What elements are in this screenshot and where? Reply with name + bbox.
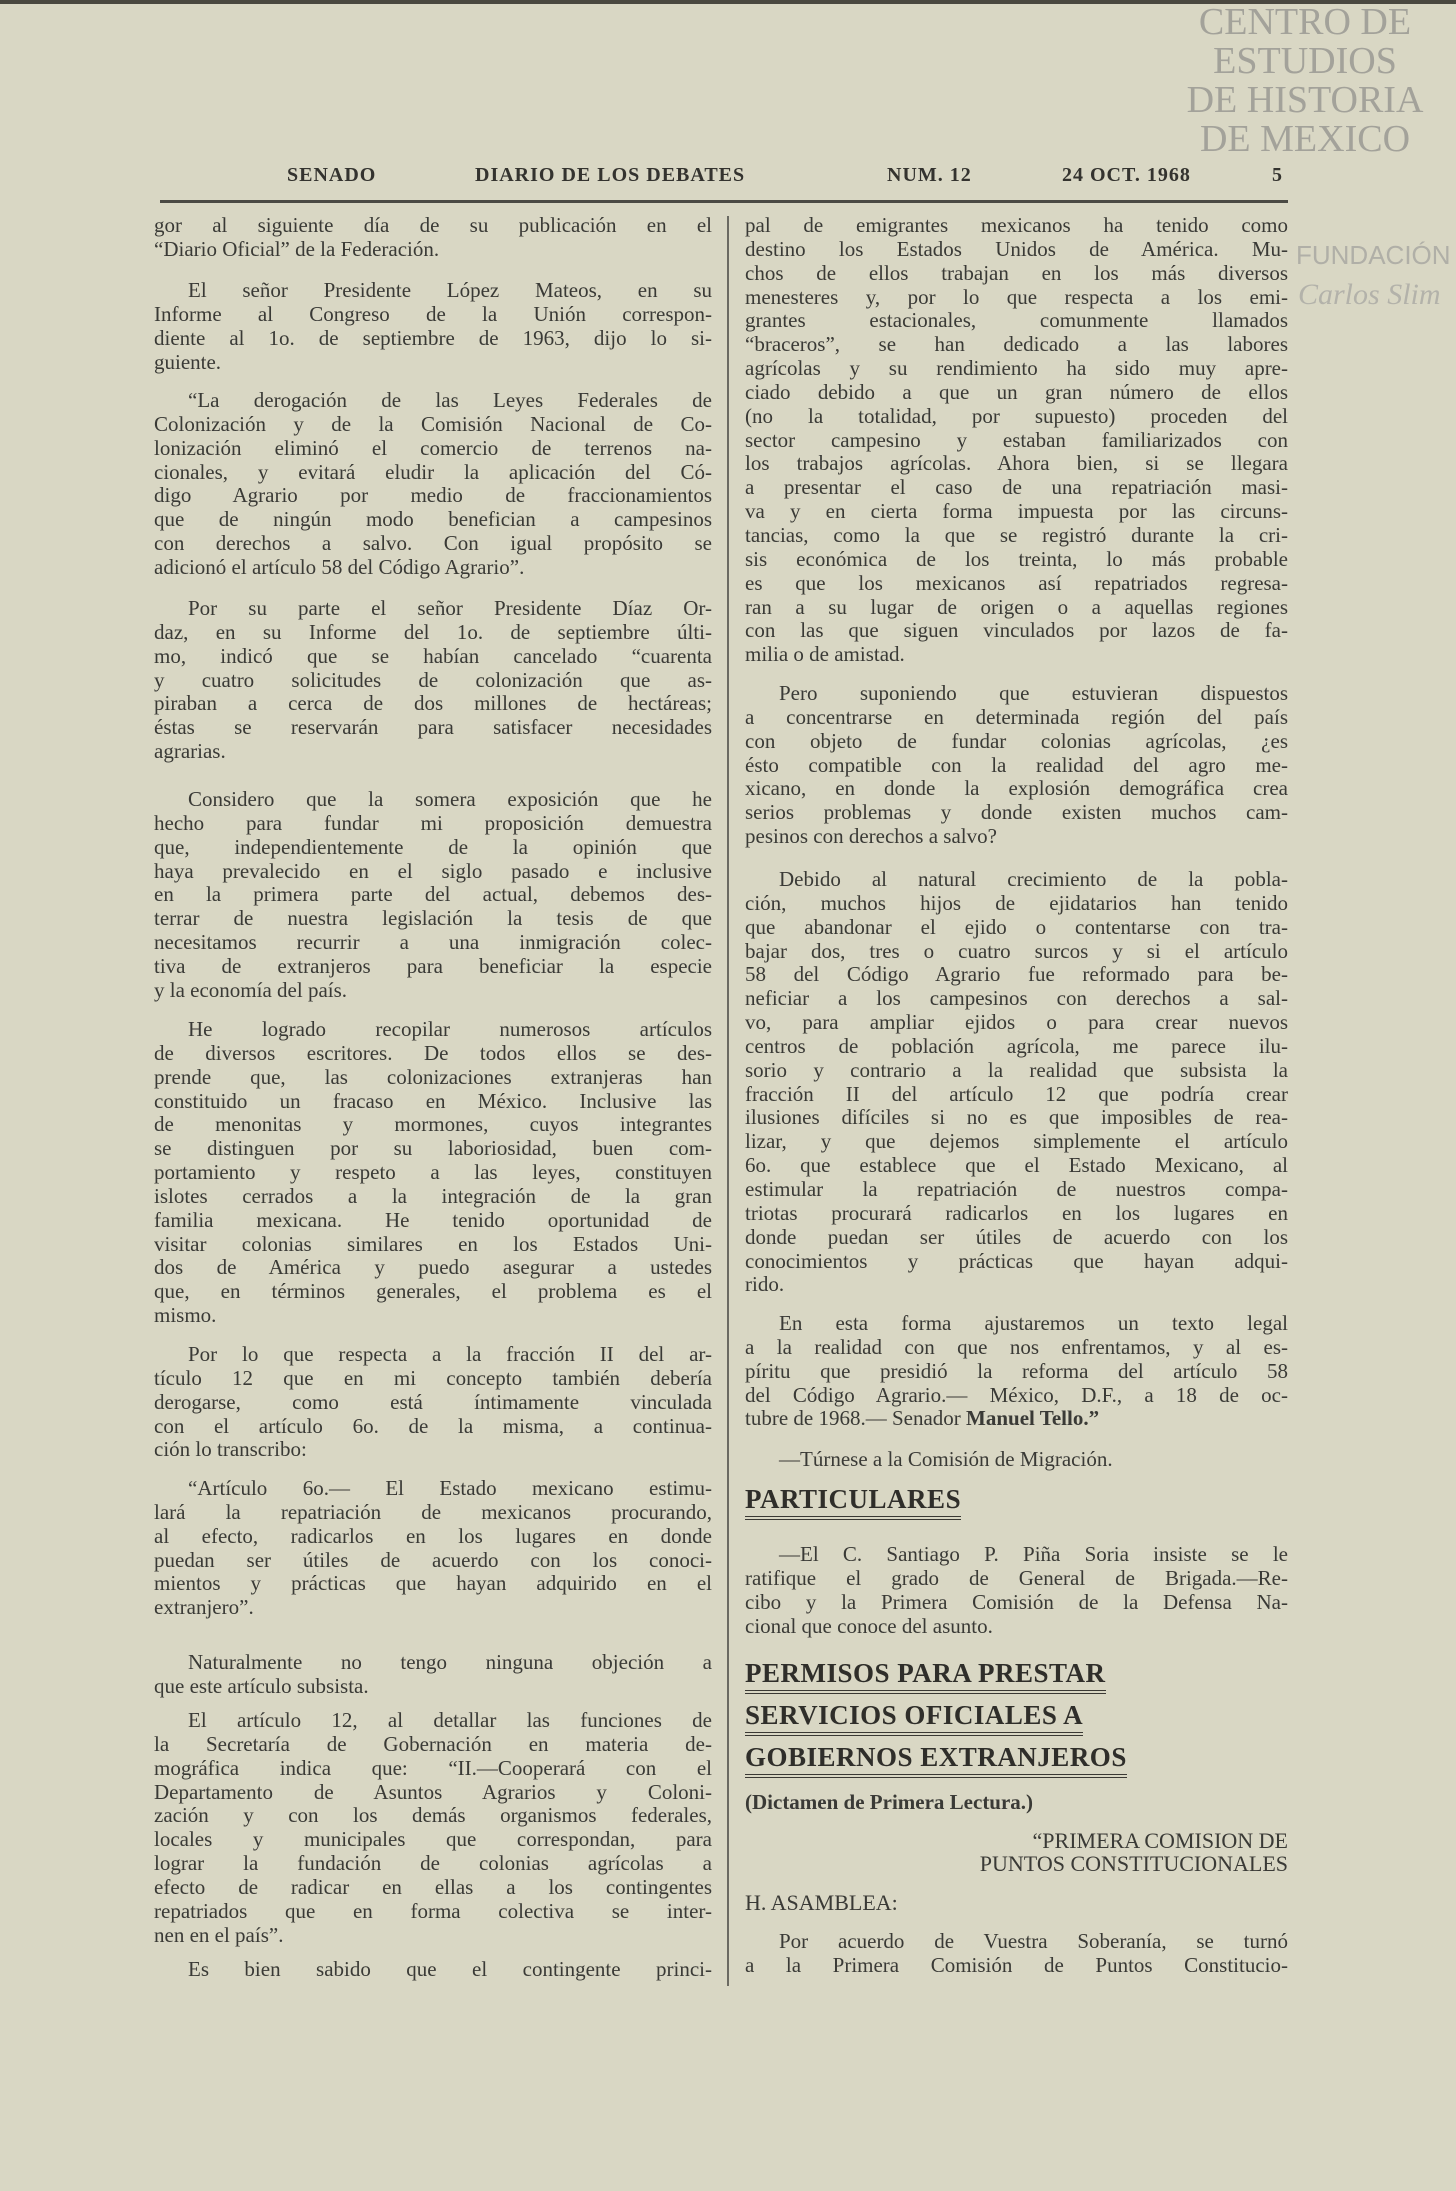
text-line <box>154 1675 712 1699</box>
text-line-content: grantes estacionales, comunmente llamados <box>745 308 1288 333</box>
text-line <box>745 1154 1288 1178</box>
header-number: NUM. 12 <box>887 164 972 186</box>
text-line-content: que, en términos generales, el problema es el <box>154 1279 712 1304</box>
text-line <box>745 1954 1288 1978</box>
text-line <box>154 1137 712 1161</box>
text-line-content: Por lo que respecta a la fracción II del ar- <box>188 1342 712 1366</box>
text-line <box>154 532 712 556</box>
text-line <box>154 1781 712 1805</box>
text-line-content: fracción II del artículo 12 que podría crear <box>745 1081 1288 1106</box>
text-line <box>154 1367 712 1391</box>
text-line-content: ratifique el grado de General de Brigada.—Re- <box>745 1565 1288 1590</box>
paragraph <box>154 1018 712 1328</box>
watermark-line: ESTUDIOS <box>1213 40 1397 82</box>
paragraph <box>745 868 1288 1297</box>
text-line-content: y la economía del país. <box>154 977 348 1002</box>
text-line-content: de menonitas y mormones, cuyos integrantes <box>154 1112 712 1137</box>
text-line-content: pal de emigrantes mexicanos ha tenido como <box>745 213 1288 237</box>
paragraph <box>154 1651 712 1699</box>
text-line <box>745 1384 1288 1408</box>
header-publication: DIARIO DE LOS DEBATES <box>475 164 746 186</box>
text-line-content: triotas procurará radicarlos en los lugares en <box>745 1200 1288 1225</box>
text-line-content: del Código Agrario.— México, D.F., a 18 de oc- <box>745 1382 1288 1407</box>
text-line <box>154 740 712 764</box>
text-line-content: lará la repatriación de mexicanos procurando, <box>154 1499 712 1524</box>
text-line-content: a la Primera Comisión de Puntos Constitucio- <box>745 1952 1288 1977</box>
text-line-content: chos de ellos trabajan en los más diversos <box>745 260 1288 285</box>
text-line-content: ciado debido a que un gran número de ellos <box>745 379 1288 404</box>
section-heading-line: PERMISOS PARA PRESTAR <box>745 1658 1106 1694</box>
text-line <box>745 1130 1288 1154</box>
text-line-content: necesitamos recurrir a una inmigración colec- <box>154 930 712 955</box>
text-line <box>154 979 712 1003</box>
text-line <box>745 868 1288 892</box>
text-line-content: mo, indicó que se habían cancelado “cuarenta <box>154 643 712 668</box>
text-line <box>745 1312 1288 1336</box>
text-line-content: al efecto, radicarlos en los lugares en donde <box>154 1523 712 1548</box>
text-line <box>154 1924 712 1948</box>
text-line-content: El señor Presidente López Mateos, en su <box>188 278 712 302</box>
text-line-content: piraban a cerca de dos millones de hectáreas; <box>154 691 712 716</box>
text-line <box>745 357 1288 381</box>
text-line <box>745 286 1288 310</box>
text-line <box>154 1415 712 1439</box>
text-line <box>745 1360 1288 1384</box>
text-line <box>154 1391 712 1415</box>
text-line <box>745 643 1288 667</box>
text-line-content: islotes cerrados a la integración de la gran <box>154 1183 712 1208</box>
senator-name: Manuel Tello.” <box>966 1406 1100 1431</box>
salutation: H. ASAMBLEA: <box>745 1890 898 1915</box>
text-line-content: que, independientemente de la opinión que <box>154 834 712 859</box>
text-line-content: con las que siguen vinculados por lazos de fa- <box>745 618 1288 643</box>
text-line-content: derogarse, como está íntimamente vinculada <box>154 1389 712 1414</box>
text-line-content: que este artículo subsista. <box>154 1673 369 1698</box>
text-line <box>154 1209 712 1233</box>
text-line-content: nen en el país”. <box>154 1922 284 1947</box>
paragraph <box>745 1543 1288 1638</box>
text-line-content: mientos y prácticas que hayan adquirido en el <box>154 1571 712 1596</box>
text-line-content: menesteres y, por lo que respecta a los emi- <box>745 284 1288 309</box>
text-line-content: va y en cierta forma impuesta por las circuns- <box>745 499 1288 524</box>
text-line <box>745 801 1288 825</box>
text-line-content: neficiar a los campesinos con derechos a sal- <box>745 986 1288 1011</box>
text-line-content: bajar dos, tres o cuatro surcos y si el artículo <box>745 938 1288 963</box>
text-line <box>745 754 1288 778</box>
text-line <box>154 1958 712 1982</box>
text-line-content: mismo. <box>154 1303 217 1328</box>
text-line-content: Debido al natural crecimiento de la pobla- <box>779 867 1288 891</box>
text-line-content: agrarias. <box>154 739 226 764</box>
text-line <box>154 1256 712 1280</box>
text-line <box>154 461 712 485</box>
text-line-content: haya prevalecido en el siglo pasado e inclusive <box>154 858 712 883</box>
text-line <box>745 730 1288 754</box>
text-line-content: agrícolas y su rendimiento ha sido muy apre- <box>745 356 1288 381</box>
text-line-content: donde puedan ser útiles de acuerdo con los <box>745 1224 1288 1249</box>
text-line <box>745 1407 1288 1431</box>
text-line-content: a concentrarse en determinada región del país <box>745 704 1288 729</box>
text-line-content: tículo 12 que en mi concepto también debería <box>154 1365 712 1390</box>
watermark-foundation: FUNDACIÓN <box>1296 240 1451 270</box>
text-line <box>154 836 712 860</box>
text-line <box>154 1757 712 1781</box>
text-line <box>745 500 1288 524</box>
section-heading-line: GOBIERNOS EXTRANJEROS <box>745 1742 1127 1778</box>
text-line <box>154 597 712 621</box>
text-line <box>745 429 1288 453</box>
text-line <box>154 1066 712 1090</box>
text-line <box>745 1059 1288 1083</box>
text-line <box>154 907 712 931</box>
text-line <box>154 812 712 836</box>
text-line-content: efecto de radicar en ellas a los contingentes <box>154 1874 712 1899</box>
text-line <box>745 1035 1288 1059</box>
watermark-line: CENTRO DE <box>1198 1 1412 43</box>
text-line <box>745 940 1288 964</box>
text-line <box>154 1018 712 1042</box>
commission-line: PUNTOS CONSTITUCIONALES <box>979 1851 1288 1876</box>
text-line-content: éstas se reservarán para satisfacer necesidades <box>154 715 712 740</box>
dictamen-subtitle: (Dictamen de Primera Lectura.) <box>745 1790 1034 1814</box>
paragraph <box>154 279 712 374</box>
text-line-content: He logrado recopilar numerosos artículos <box>188 1017 712 1041</box>
text-line <box>154 645 712 669</box>
text-line-content: y cuatro solicitudes de colonización que as- <box>154 667 712 692</box>
text-line-content: lograr la fundación de colonias agrícolas a <box>154 1851 712 1876</box>
text-line <box>154 389 712 413</box>
text-line-content: milia o de amistad. <box>745 642 905 667</box>
text-line-content: lonización eliminó el comercio de terrenos na- <box>154 435 712 460</box>
paragraph <box>154 1343 712 1462</box>
section-heading-particulares: PARTICULARES <box>745 1484 961 1520</box>
text-line-content: xicano, en donde la explosión demográfica crea <box>745 776 1288 801</box>
text-line <box>154 1113 712 1137</box>
text-line <box>745 619 1288 643</box>
text-line <box>745 1226 1288 1250</box>
text-line <box>154 1900 712 1924</box>
text-line-content: “braceros”, se han dedicado a las labores <box>745 332 1288 357</box>
referral-note <box>745 1448 1288 1472</box>
text-line <box>154 1042 712 1066</box>
text-line-content: Colonización y de la Comisión Nacional de Co- <box>154 411 712 436</box>
text-line <box>154 1709 712 1733</box>
text-line-content: cional que conoce del asunto. <box>745 1613 993 1638</box>
text-line-content: que abandonar el ejido o contentarse con tra- <box>745 914 1288 939</box>
text-line-content: a presentar el caso de una repatriación masi- <box>745 475 1288 500</box>
text-line-content: destino los Estados Unidos de América. Mu- <box>745 236 1288 261</box>
text-line-content: prende que, las colonizaciones extranjeras han <box>154 1064 712 1089</box>
text-line <box>154 1525 712 1549</box>
text-line-content: sector campesino y estaban familiarizados con <box>745 427 1288 452</box>
text-line-content: Por acuerdo de Vuestra Soberanía, se turnó <box>779 1929 1288 1953</box>
text-line <box>154 1501 712 1525</box>
text-line-content: que de ningún modo benefician a campesinos <box>154 507 712 532</box>
text-line <box>745 262 1288 286</box>
text-line-content: pesinos con derechos a salvo? <box>745 824 997 849</box>
text-line-content: “Diario Oficial” de la Federación. <box>154 236 440 261</box>
text-line <box>745 1448 1288 1472</box>
text-line-content: es que los mexicanos así repatriados regresa- <box>745 570 1288 595</box>
text-line <box>154 1804 712 1828</box>
text-line-content: estimular la repatriación de nuestros compa- <box>745 1176 1288 1201</box>
header-page-number: 5 <box>1272 164 1283 186</box>
paragraph <box>154 1709 712 1947</box>
text-line <box>154 238 712 262</box>
commission-title <box>980 1829 1288 1875</box>
text-line-content: digo Agrario por medio de fraccionamientos <box>154 483 712 508</box>
text-line <box>154 484 712 508</box>
text-line-content: hecho para fundar mi proposición demuestra <box>154 810 712 835</box>
watermark-line: DE HISTORIA <box>1186 79 1424 121</box>
text-line-content: lizar, y que dejemos simplemente el artículo <box>745 1129 1288 1154</box>
text-line-content: Considero que la somera exposición que he <box>188 787 712 811</box>
text-line-content: se distinguen por su laboriosidad, buen com- <box>154 1136 712 1161</box>
text-line <box>745 596 1288 620</box>
text-line-content: cionales, y evitará eludir la aplicación del Có- <box>154 459 712 484</box>
text-line <box>745 892 1288 916</box>
text-line <box>745 476 1288 500</box>
text-line <box>154 931 712 955</box>
text-line <box>154 1304 712 1328</box>
text-line-content: “La derogación de las Leyes Federales de <box>188 388 712 412</box>
text-line <box>154 692 712 716</box>
text-line-content: mográfica indica que: “II.—Cooperará con el <box>154 1755 712 1780</box>
text-line <box>154 327 712 351</box>
text-line <box>745 238 1288 262</box>
text-line-content: a la realidad con que nos enfrentamos, y al es- <box>745 1334 1288 1359</box>
text-line-content: diente al 1o. de septiembre de 1963, dijo lo si- <box>154 325 712 350</box>
text-line-content: —Túrnese a la Comisión de Migración. <box>779 1447 1113 1471</box>
text-line-content: extranjero”. <box>154 1595 254 1620</box>
text-line <box>154 1438 712 1462</box>
text-line <box>745 309 1288 333</box>
text-line <box>154 279 712 303</box>
text-line <box>154 1185 712 1209</box>
text-line <box>745 987 1288 1011</box>
text-line-content: tancias, como la que se registró durante la cri- <box>745 522 1288 547</box>
text-line <box>154 1549 712 1573</box>
paragraph <box>745 682 1288 849</box>
text-line-content: Naturalmente no tengo ninguna objeción a <box>188 1650 712 1674</box>
text-line <box>154 1596 712 1620</box>
text-line <box>745 548 1288 572</box>
text-line-content: gor al siguiente día de su publicación en el <box>154 213 712 237</box>
text-line <box>745 1543 1288 1567</box>
text-line <box>154 716 712 740</box>
text-line <box>745 1011 1288 1035</box>
text-line-content: daz, en su Informe del 1o. de septiembre últi- <box>154 619 712 644</box>
text-line <box>745 1615 1288 1639</box>
text-line <box>154 214 712 238</box>
header-date: 24 OCT. 1968 <box>1062 164 1191 186</box>
paragraph <box>154 1958 712 1982</box>
text-line <box>745 1250 1288 1274</box>
watermark-signature: Carlos Slim <box>1298 278 1441 311</box>
text-line-content: El artículo 12, al detallar las funciones de <box>188 1708 712 1732</box>
text-line <box>745 1178 1288 1202</box>
text-line-content: terrar de nuestra legislación la tesis de que <box>154 906 712 931</box>
text-line-content: visitar colonias similares en los Estados Uni- <box>154 1231 712 1256</box>
text-line <box>154 1828 712 1852</box>
paragraph <box>745 1930 1288 1978</box>
text-line-content: con objeto de fundar colonias agrícolas, ¿es <box>745 728 1288 753</box>
text-line <box>745 916 1288 940</box>
text-line-content: constituido un fracaso en México. Inclusive las <box>154 1088 712 1113</box>
text-line <box>745 572 1288 596</box>
header-rule <box>160 200 1288 203</box>
paragraph <box>154 788 712 1003</box>
text-line-content: —El C. Santiago P. Piña Soria insiste se le <box>779 1542 1288 1566</box>
signature-paragraph <box>745 1312 1288 1431</box>
text-line-content: serios problemas y donde existen muchos cam- <box>745 800 1288 825</box>
text-line <box>745 777 1288 801</box>
text-line <box>745 1106 1288 1130</box>
text-line <box>745 452 1288 476</box>
text-line <box>745 1336 1288 1360</box>
text-line <box>154 1161 712 1185</box>
text-line <box>154 1852 712 1876</box>
text-line <box>745 1567 1288 1591</box>
text-line <box>154 788 712 812</box>
text-line-content: ésto compatible con la realidad del agro me- <box>745 752 1288 777</box>
text-line-content: Pero suponiendo que estuvieran dispuestos <box>779 681 1288 705</box>
text-line <box>745 1202 1288 1226</box>
text-line-content: píritu que presidió la reforma del artículo 58 <box>745 1358 1288 1383</box>
text-line <box>154 1876 712 1900</box>
text-line <box>154 303 712 327</box>
header-chamber: SENADO <box>287 164 377 186</box>
text-line <box>154 508 712 532</box>
text-line <box>154 1343 712 1367</box>
paragraph <box>154 597 712 764</box>
commission-line: “PRIMERA COMISION DE <box>1032 1828 1288 1853</box>
text-line <box>154 955 712 979</box>
text-line-content: tiva de extranjeros para beneficiar la especie <box>154 953 712 978</box>
text-line <box>745 333 1288 357</box>
text-line <box>154 1090 712 1114</box>
text-line <box>154 883 712 907</box>
text-line-content: repatriados que en forma colectiva se inter- <box>154 1898 712 1923</box>
text-line <box>745 381 1288 405</box>
text-line-content: con derechos a salvo. Con igual propósito se <box>154 531 712 556</box>
text-line-content: Es bien sabido que el contingente princi- <box>188 1957 712 1981</box>
text-line-content: sorio y contrario a la realidad que subsista la <box>745 1057 1288 1082</box>
text-line <box>154 437 712 461</box>
text-line <box>745 1591 1288 1615</box>
text-line-content: dos de América y puedo asegurar a ustedes <box>154 1255 712 1280</box>
text-line <box>154 351 712 375</box>
watermark-line: DE MEXICO <box>1199 118 1411 160</box>
paragraph <box>154 389 712 580</box>
text-line-content: cibo y la Primera Comisión de la Defensa Na- <box>745 1589 1288 1614</box>
text-line-content: con el artículo 6o. de la misma, a continua- <box>154 1413 712 1438</box>
text-line-content: sis económica de los treinta, lo más probable <box>745 546 1288 571</box>
text-line <box>745 405 1288 429</box>
text-line-content: ilusiones difíciles si no es que imposibles de rea- <box>745 1105 1288 1130</box>
text-line-content: en la primera parte del actual, debemos des- <box>154 882 712 907</box>
text-line-content: ción, muchos hijos de ejidatarios han tenido <box>745 890 1288 915</box>
text-line-content: familia mexicana. He tenido oportunidad de <box>154 1207 712 1232</box>
text-line-content: locales y municipales que correspondan, para <box>154 1827 712 1852</box>
text-line <box>154 1280 712 1304</box>
text-line-content: Informe al Congreso de la Unión correspon- <box>154 301 712 326</box>
text-line-content: la Secretaría de Gobernación en materia de- <box>154 1731 712 1756</box>
text-line-content: Por su parte el señor Presidente Díaz Or- <box>188 596 712 620</box>
text-line <box>154 621 712 645</box>
text-line-content: portamiento y respeto a las leyes, constituyen <box>154 1160 712 1185</box>
text-line-content: “Artículo 6o.— El Estado mexicano estimu- <box>188 1476 712 1500</box>
text-line <box>745 1273 1288 1297</box>
text-line <box>154 1651 712 1675</box>
text-line-content: ran a su lugar de origen o a aquellas regiones <box>745 594 1288 619</box>
text-line-content: Departamento de Asuntos Agrarios y Coloni- <box>154 1779 712 1804</box>
text-line-content: centros de población agrícola, me parece ilu- <box>745 1033 1288 1058</box>
text-line <box>154 1572 712 1596</box>
text-line <box>154 1477 712 1501</box>
text-line <box>745 963 1288 987</box>
text-line-content: rido. <box>745 1272 785 1297</box>
text-line <box>745 706 1288 730</box>
text-line <box>154 1233 712 1257</box>
text-line-content: guiente. <box>154 349 222 374</box>
text-line <box>745 1930 1288 1954</box>
text-line-content: de diversos escritores. De todos ellos se des- <box>154 1040 712 1065</box>
text-line <box>154 556 712 580</box>
text-line <box>745 682 1288 706</box>
text-line-content: tubre de 1968.— Senador <box>745 1406 967 1431</box>
text-line-content: los trabajos agrícolas. Ahora bien, si se llegara <box>745 451 1288 476</box>
text-line <box>154 1733 712 1757</box>
text-line <box>745 1083 1288 1107</box>
column-divider <box>727 216 729 1986</box>
text-line-content: conocimientos y prácticas que hayan adqui- <box>745 1248 1288 1273</box>
text-line <box>154 860 712 884</box>
text-line-content: En esta forma ajustaremos un texto legal <box>779 1311 1288 1335</box>
text-line <box>745 214 1288 238</box>
text-line-content: ción lo transcribo: <box>154 1437 307 1462</box>
text-line-content: zación y con los demás organismos federales, <box>154 1803 712 1828</box>
text-line <box>154 413 712 437</box>
text-line-content: 6o. que establece que el Estado Mexicano, al <box>745 1153 1288 1178</box>
text-line-content: adicionó el artículo 58 del Código Agrario”. <box>154 554 525 579</box>
text-line-content: 58 del Código Agrario fue reformado para be- <box>745 962 1288 987</box>
text-line <box>154 669 712 693</box>
paragraph <box>154 1477 712 1620</box>
text-line <box>745 825 1288 849</box>
text-line-content: (no la totalidad, por supuesto) proceden del <box>745 403 1288 428</box>
text-line-content: vo, para ampliar ejidos o para crear nuevos <box>745 1010 1288 1035</box>
paragraph <box>154 214 712 262</box>
text-line-content: puedan ser útiles de acuerdo con los conoci- <box>154 1547 712 1572</box>
paragraph <box>745 214 1288 667</box>
text-line <box>745 524 1288 548</box>
section-heading-line: SERVICIOS OFICIALES A <box>745 1700 1083 1736</box>
